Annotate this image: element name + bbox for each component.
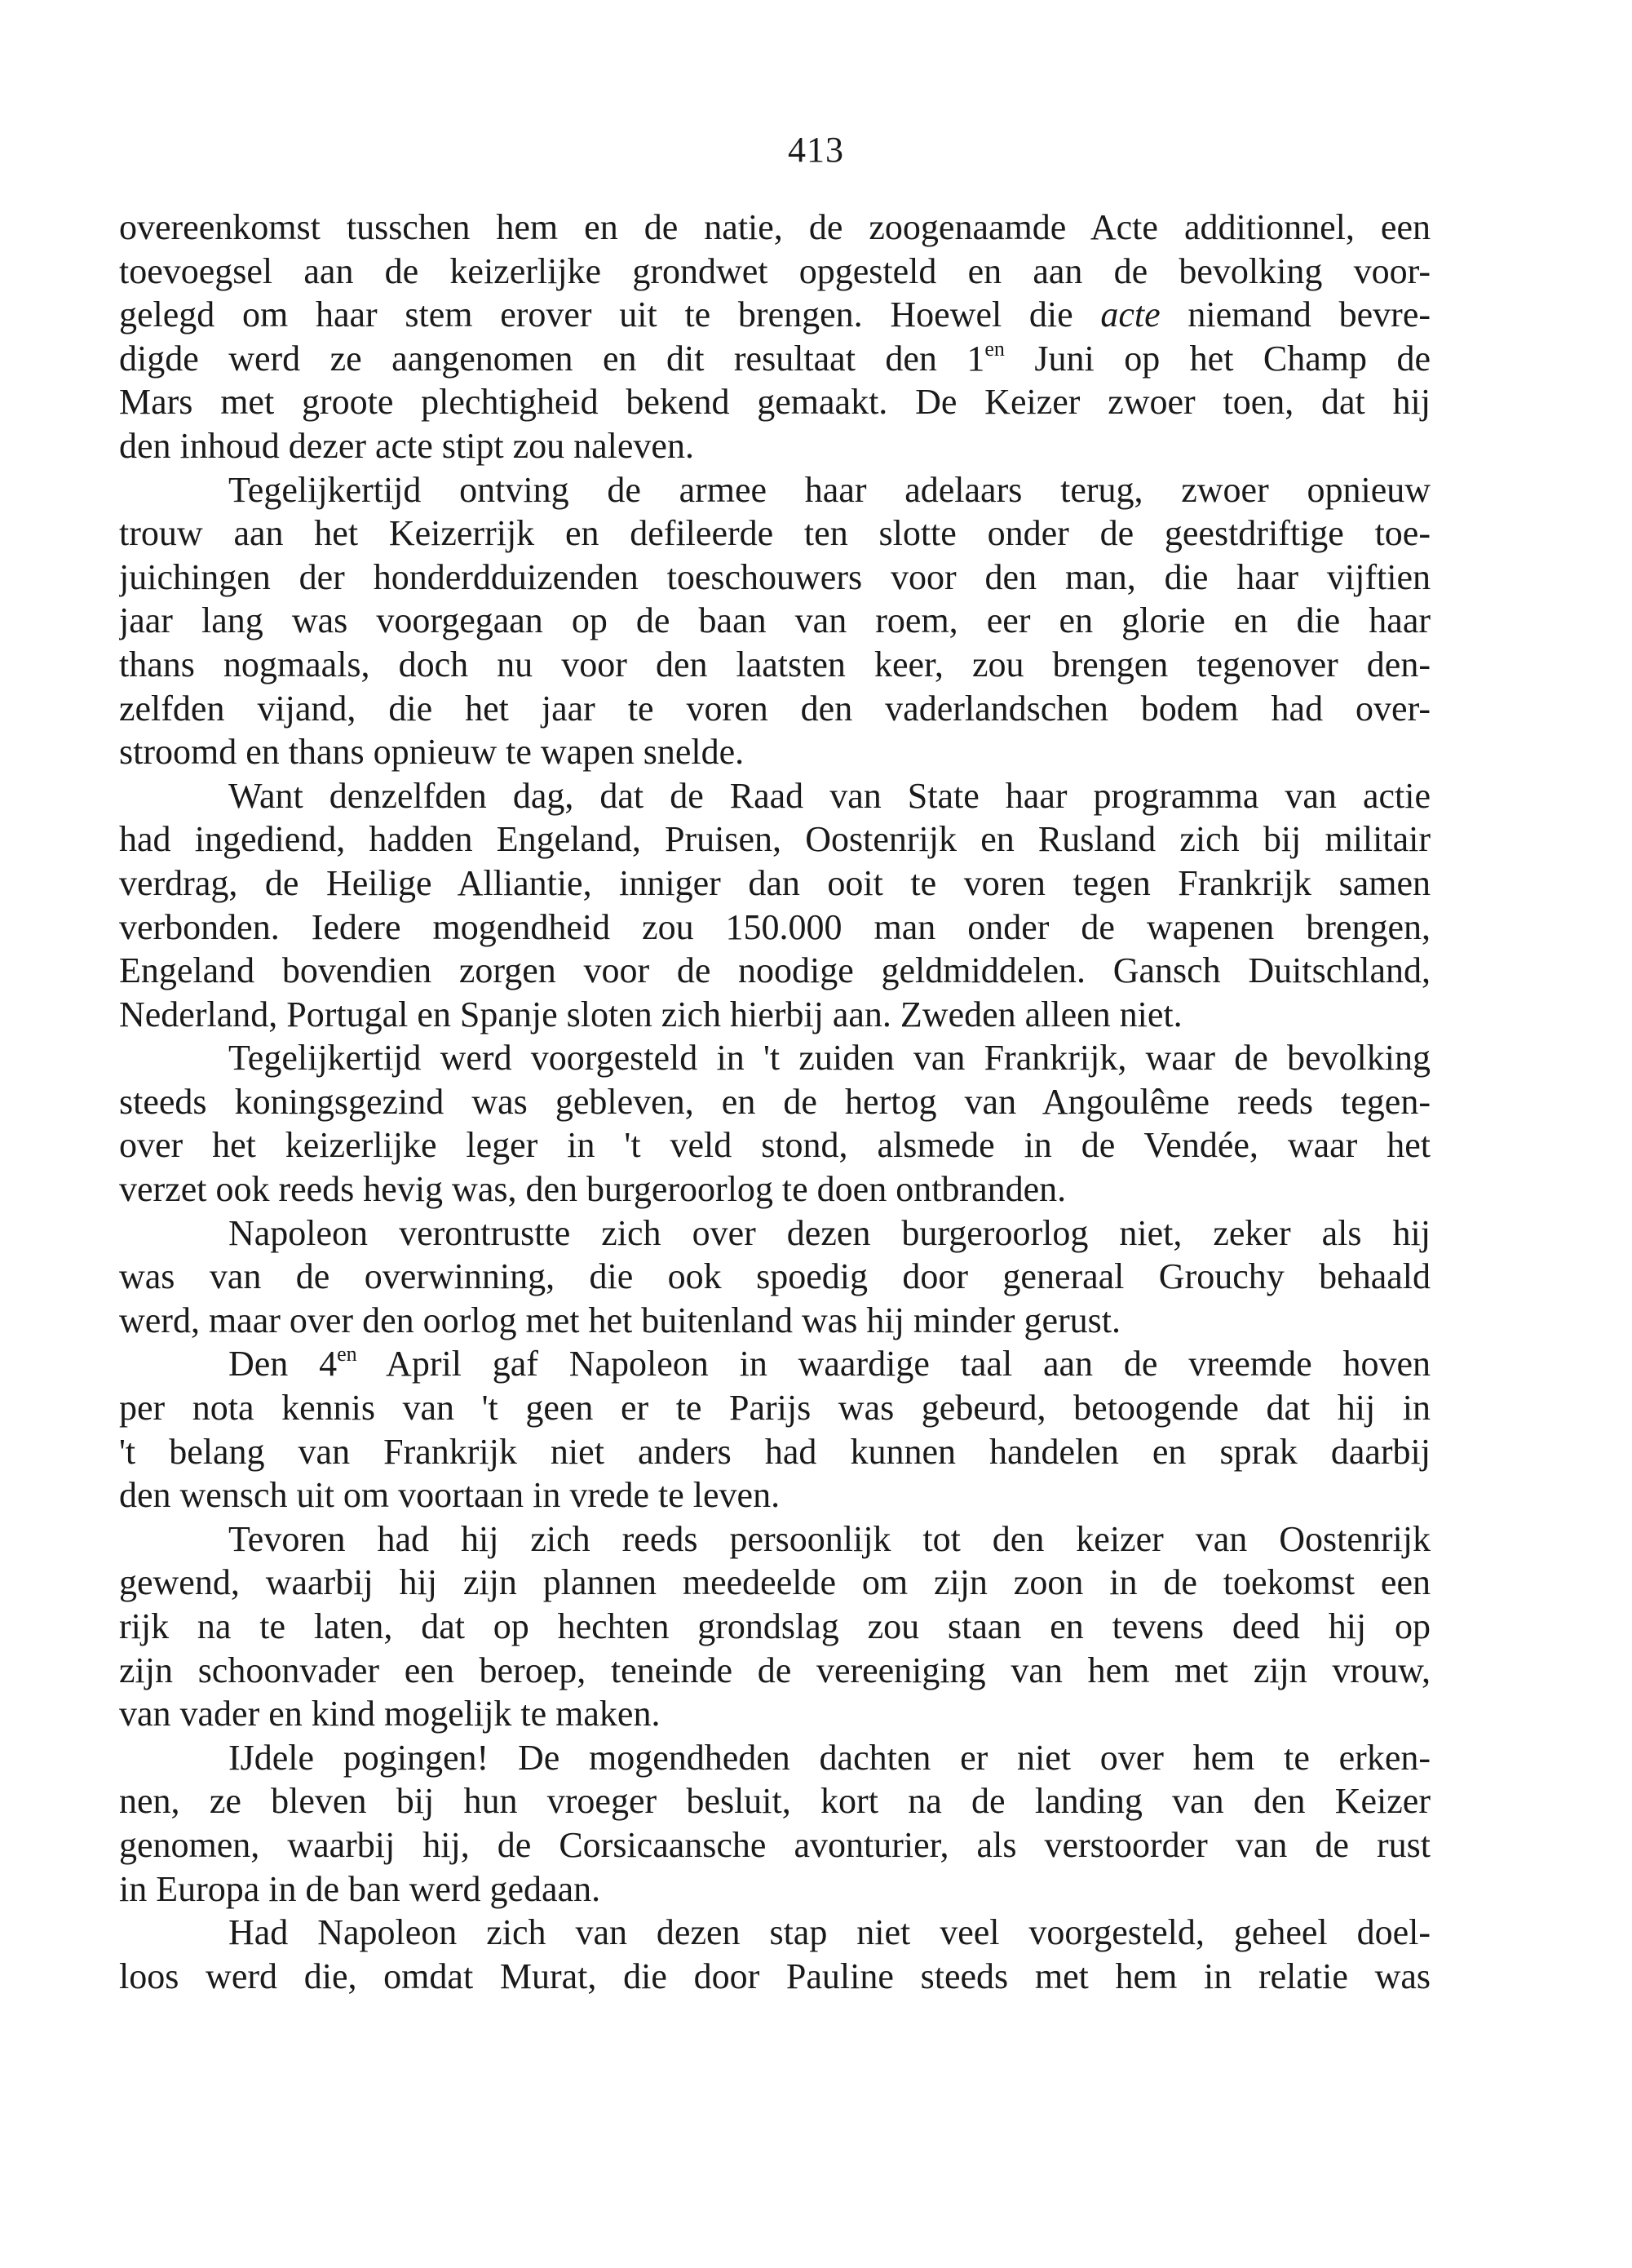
text-segment: overeenkomst tusschen hem en de natie, de zoogenaamde Acte additionnel, een xyxy=(119,207,1431,247)
text-line xyxy=(119,1517,1431,1561)
text-segment: gelegd om haar stem erover uit te brengen. Hoewel die xyxy=(119,295,1101,335)
text-segment: Tegelijkertijd werd voorgesteld in 't zuiden van Frankrijk, waar de bevolking xyxy=(228,1038,1431,1079)
text-segment: van vader en kind mogelijk te maken. xyxy=(119,1694,661,1734)
text-segment: zijn schoonvader een beroep, teneinde de vereeniging van hem met zijn vrouw, xyxy=(119,1650,1431,1690)
text-segment: had ingediend, hadden Engeland, Pruisen, Oostenrijk en Rusland zich bij militair xyxy=(119,819,1431,860)
text-segment: per nota kennis van 't geen er te Parijs was gebeurd, betoogende dat hij in xyxy=(119,1388,1431,1429)
text-segment: over het keizerlijke leger in 't veld stond, alsmede in de Vendée, waar het xyxy=(119,1125,1431,1166)
text-segment: juichingen der honderdduizenden toeschouwers voor den man, die haar vijftien xyxy=(119,556,1431,597)
text-line xyxy=(119,1955,1431,1999)
text-line xyxy=(119,599,1431,643)
text-line xyxy=(119,1605,1431,1649)
text-line xyxy=(119,293,1431,337)
text-line xyxy=(119,556,1431,600)
text-line xyxy=(119,206,1431,250)
text-segment: zelfden vijand, die het jaar te voren den vaderlandschen bodem had over- xyxy=(119,688,1431,729)
text-segment: digde werd ze aangenomen en dit resultaat den 1 xyxy=(119,338,985,379)
text-line xyxy=(119,1342,1431,1386)
text-segment: thans nogmaals, doch nu voor den laatsten keer, zou brengen tegenover den- xyxy=(119,644,1431,684)
text-line xyxy=(119,1473,1431,1517)
text-line xyxy=(119,1386,1431,1430)
text-segment: genomen, waarbij hij, de Corsicaansche avonturier, als verstoorder van de rust xyxy=(119,1824,1431,1865)
text-segment: verbonden. Iedere mogendheid zou 150.000 man onder de wapenen brengen, xyxy=(119,906,1431,947)
text-segment: verdrag, de Heilige Alliantie, inniger dan ooit te voren tegen Frankrijk samen xyxy=(119,862,1431,903)
text-segment: den wensch uit om voortaan in vrede te leven. xyxy=(119,1475,781,1516)
text-segment: Napoleon verontrustte zich over dezen burgeroorlog niet, zeker als hij xyxy=(228,1212,1431,1253)
text-segment: Mars met groote plechtigheid bekend gemaakt. De Keizer zwoer toen, dat hij xyxy=(119,382,1431,423)
text-line xyxy=(119,380,1431,424)
ordinal-superscript: en xyxy=(984,336,1005,361)
text-line xyxy=(119,424,1431,468)
italic-word: acte xyxy=(1100,295,1161,335)
text-segment: den inhoud dezer acte stipt zou naleven. xyxy=(119,425,694,466)
text-line xyxy=(119,949,1431,993)
text-line xyxy=(119,1823,1431,1867)
text-line xyxy=(119,1692,1431,1736)
ordinal-superscript: en xyxy=(337,1342,357,1367)
body-text xyxy=(119,206,1431,1998)
text-line xyxy=(119,1736,1431,1780)
text-line xyxy=(119,730,1431,774)
text-line xyxy=(119,817,1431,862)
text-line xyxy=(119,687,1431,731)
text-segment: Nederland, Portugal en Spanje sloten zich hierbij aan. Zweden alleen niet. xyxy=(119,994,1183,1034)
text-segment: IJdele pogingen! De mogendheden dachten er niet over hem te erken- xyxy=(228,1737,1431,1778)
text-line xyxy=(119,1299,1431,1343)
text-segment: Want denzelfden dag, dat de Raad van State haar programma van actie xyxy=(228,775,1431,816)
text-segment: rijk na te laten, dat op hechten grondslag zou staan en tevens deed hij op xyxy=(119,1606,1431,1646)
text-segment: April gaf Napoleon in waardige taal aan de vreemde hoven xyxy=(356,1344,1431,1384)
text-segment: gewend, waarbij hij zijn plannen meedeelde om zijn zoon in de toekomst een xyxy=(119,1562,1431,1603)
text-segment: loos werd die, omdat Murat, die door Pauline steeds met hem in relatie was xyxy=(119,1956,1431,1996)
text-segment: Tegelijkertijd ontving de armee haar adelaars terug, zwoer opnieuw xyxy=(228,469,1431,510)
text-line xyxy=(119,1867,1431,1911)
text-segment: Juni op het Champ de xyxy=(1004,338,1431,379)
text-segment: 't belang van Frankrijk niet anders had kunnen handelen en sprak daarbij xyxy=(119,1431,1431,1472)
text-line xyxy=(119,337,1431,381)
text-segment: jaar lang was voorgegaan op de baan van roem, eer en glorie en die haar xyxy=(119,600,1431,641)
text-segment: Engeland bovendien zorgen voor de noodige geldmiddelen. Gansch Duitschland, xyxy=(119,950,1431,991)
text-line xyxy=(119,1036,1431,1080)
text-line xyxy=(119,1212,1431,1256)
text-line xyxy=(119,250,1431,294)
text-segment: nen, ze bleven bij hun vroeger besluit, kort na de landing van den Keizer xyxy=(119,1781,1431,1822)
text-segment: steeds koningsgezind was gebleven, en de hertog van Angoulême reeds tegen- xyxy=(119,1081,1431,1122)
text-line xyxy=(119,1080,1431,1124)
text-segment: niemand bevre- xyxy=(1160,295,1431,335)
text-segment: Den 4 xyxy=(228,1344,338,1384)
text-line xyxy=(119,468,1431,512)
text-line xyxy=(119,774,1431,818)
text-line xyxy=(119,1167,1431,1212)
text-segment: stroomd en thans opnieuw te wapen snelde. xyxy=(119,732,745,773)
text-segment: trouw aan het Keizerrijk en defileerde ten slotte onder de geestdriftige toe- xyxy=(119,513,1431,554)
text-line xyxy=(119,1649,1431,1693)
text-line xyxy=(119,1911,1431,1955)
text-segment: toevoegsel aan de keizerlijke grondwet opgesteld en aan de bevolking voor- xyxy=(119,250,1431,291)
text-line xyxy=(119,512,1431,556)
text-segment: in Europa in de ban werd gedaan. xyxy=(119,1868,601,1909)
text-segment: Had Napoleon zich van dezen stap niet veel voorgesteld, geheel doel- xyxy=(228,1912,1431,1953)
text-line xyxy=(119,1255,1431,1299)
text-line xyxy=(119,1430,1431,1474)
text-segment: Tevoren had hij zich reeds persoonlijk tot den keizer van Oostenrijk xyxy=(228,1518,1431,1559)
text-line xyxy=(119,1779,1431,1823)
text-line xyxy=(119,643,1431,687)
text-line xyxy=(119,906,1431,950)
text-segment: werd, maar over den oorlog met het buitenland was hij minder gerust. xyxy=(119,1300,1121,1340)
text-segment: verzet ook reeds hevig was, den burgeroorlog te doen ontbranden. xyxy=(119,1169,1067,1210)
text-line xyxy=(119,993,1431,1037)
text-line xyxy=(119,862,1431,906)
text-segment: was van de overwinning, die ook spoedig door generaal Grouchy behaald xyxy=(119,1256,1431,1297)
page-number: 413 xyxy=(788,130,844,170)
text-line xyxy=(119,1561,1431,1605)
text-line xyxy=(119,1123,1431,1167)
